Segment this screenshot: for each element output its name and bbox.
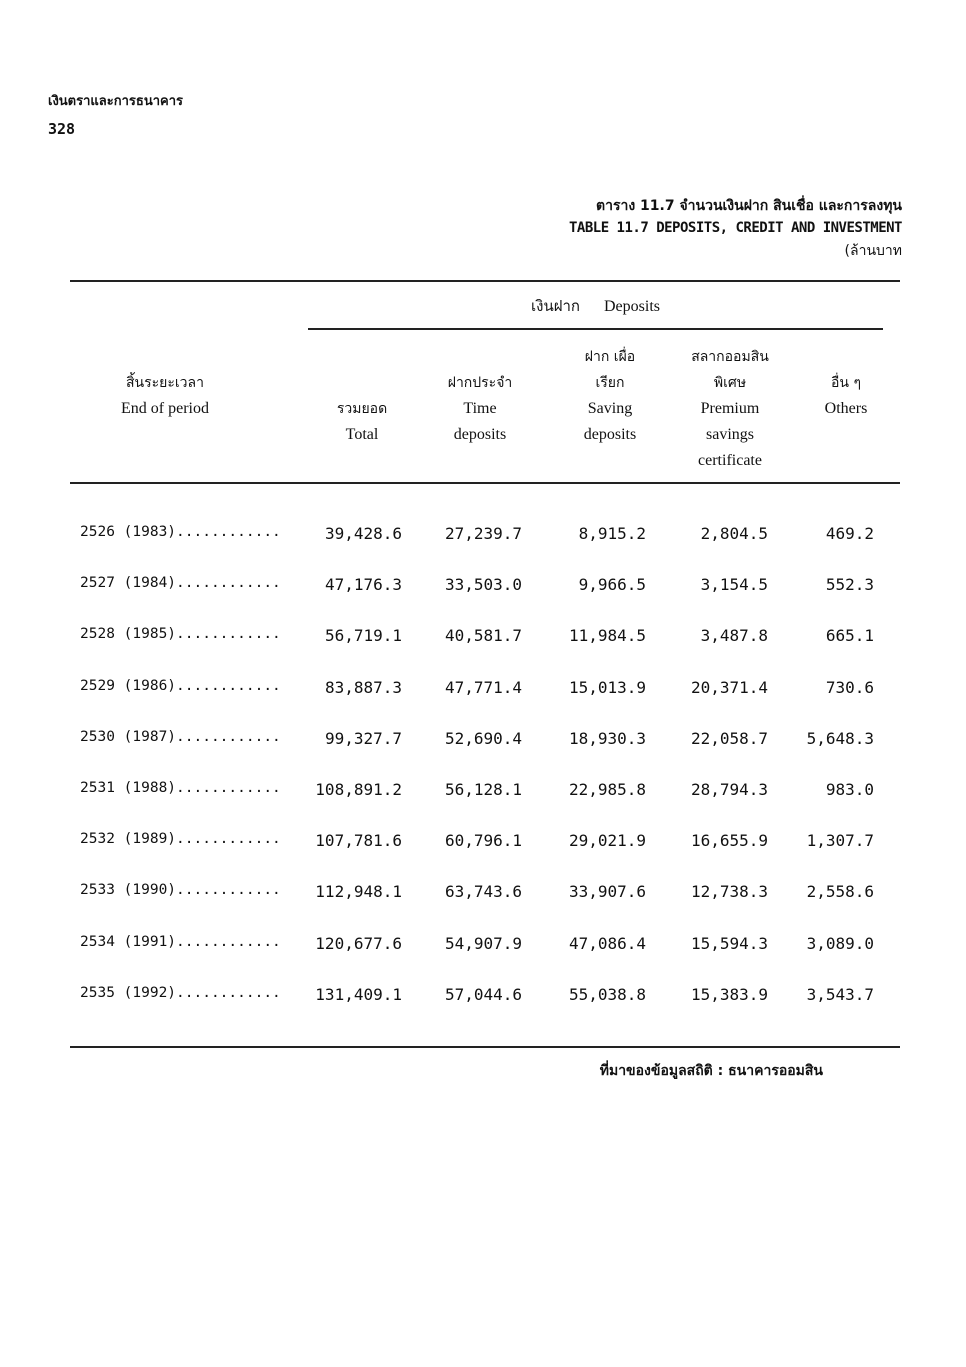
premium-savings-cell: 28,794.3 — [690, 780, 768, 799]
total-cell: 56,719.1 — [324, 626, 402, 645]
table-row — [0, 626, 966, 652]
table-row — [0, 882, 966, 908]
saving-deposits-cell: 8,915.2 — [578, 524, 646, 543]
column-header-english: deposits — [453, 426, 507, 443]
column-header-english: Others — [824, 400, 868, 417]
column-header-premium-savings — [670, 344, 790, 474]
column-header-total — [312, 396, 412, 448]
column-header-others — [800, 370, 892, 422]
column-header-thai: สลากออมสิน พิเศษ — [691, 349, 769, 391]
column-header-english: Total — [345, 426, 379, 443]
premium-savings-cell: 15,594.3 — [690, 934, 768, 953]
table-row — [0, 729, 966, 755]
table-title-english: TABLE 11.7 DEPOSITS, CREDIT AND INVESTMENT — [568, 220, 902, 236]
others-cell: 3,089.0 — [806, 934, 874, 953]
time-deposits-cell: 63,743.6 — [444, 882, 522, 901]
period-cell: 2531 (1988)............ — [80, 780, 281, 796]
table-row — [0, 985, 966, 1011]
time-deposits-cell: 33,503.0 — [444, 575, 522, 594]
column-header-thai: ฝาก เผื่อเรียก — [584, 349, 636, 391]
deposits-group-rule — [308, 328, 883, 330]
total-cell: 120,677.6 — [315, 934, 402, 953]
period-cell: 2528 (1985)............ — [80, 626, 281, 642]
period-cell: 2535 (1992)............ — [80, 985, 281, 1001]
others-cell: 552.3 — [825, 575, 874, 594]
column-header-saving-deposits — [560, 344, 660, 448]
running-header: เงินตราและการธนาคาร — [48, 94, 183, 109]
saving-deposits-cell: 29,021.9 — [568, 831, 646, 850]
total-cell: 99,327.7 — [324, 729, 402, 748]
time-deposits-cell: 27,239.7 — [444, 524, 522, 543]
others-cell: 1,307.7 — [806, 831, 874, 850]
column-header-english: savings — [706, 426, 754, 443]
page-number: 328 — [48, 120, 76, 138]
table-row — [0, 831, 966, 857]
others-cell: 3,543.7 — [806, 985, 874, 1004]
column-header-english: Time — [463, 400, 497, 417]
saving-deposits-cell: 55,038.8 — [568, 985, 646, 1004]
column-header-period — [90, 370, 240, 422]
total-cell: 131,409.1 — [315, 985, 402, 1004]
premium-savings-cell: 3,487.8 — [700, 626, 768, 645]
total-cell: 83,887.3 — [324, 678, 402, 697]
others-cell: 2,558.6 — [806, 882, 874, 901]
column-header-time-deposits — [430, 370, 530, 448]
period-cell: 2533 (1990)............ — [80, 882, 281, 898]
saving-deposits-cell: 22,985.8 — [568, 780, 646, 799]
table-title-thai: ตาราง 11.7 จำนวนเงินฝาก สินเชื่อ และการลงทุน — [595, 198, 902, 214]
saving-deposits-cell: 9,966.5 — [578, 575, 646, 594]
table-row — [0, 780, 966, 806]
deposits-group-thai: เงินฝาก — [531, 297, 580, 315]
column-header-english: Saving — [587, 400, 633, 417]
total-cell: 39,428.6 — [324, 524, 402, 543]
premium-savings-cell: 15,383.9 — [690, 985, 768, 1004]
premium-savings-cell: 16,655.9 — [690, 831, 768, 850]
premium-savings-cell: 2,804.5 — [700, 524, 768, 543]
table-top-rule — [70, 280, 900, 282]
period-cell: 2530 (1987)............ — [80, 729, 281, 745]
others-cell: 665.1 — [825, 626, 874, 645]
column-header-english: certificate — [698, 452, 762, 469]
time-deposits-cell: 47,771.4 — [444, 678, 522, 697]
period-cell: 2529 (1986)............ — [80, 678, 281, 694]
others-cell: 5,648.3 — [806, 729, 874, 748]
time-deposits-cell: 57,044.6 — [444, 985, 522, 1004]
saving-deposits-cell: 11,984.5 — [568, 626, 646, 645]
table-row — [0, 524, 966, 550]
time-deposits-cell: 56,128.1 — [444, 780, 522, 799]
table-header-rule — [70, 482, 900, 484]
total-cell: 108,891.2 — [315, 780, 402, 799]
time-deposits-cell: 52,690.4 — [444, 729, 522, 748]
column-header-thai: ฝากประจำ — [447, 375, 513, 391]
deposits-group-english: Deposits — [604, 298, 660, 315]
column-header-thai: สิ้นระยะเวลา — [126, 375, 204, 391]
premium-savings-cell: 3,154.5 — [700, 575, 768, 594]
source-note: ที่มาของข้อมูลสถิติ : ธนาคารออมสิน — [599, 1063, 823, 1079]
column-header-english: deposits — [583, 426, 637, 443]
table-bottom-rule — [70, 1046, 900, 1048]
period-cell: 2527 (1984)............ — [80, 575, 281, 591]
others-cell: 983.0 — [825, 780, 874, 799]
premium-savings-cell: 20,371.4 — [690, 678, 768, 697]
saving-deposits-cell: 15,013.9 — [568, 678, 646, 697]
column-header-english: End of period — [121, 400, 209, 417]
others-cell: 469.2 — [825, 524, 874, 543]
total-cell: 47,176.3 — [324, 575, 402, 594]
column-header-thai: อื่น ๆ — [831, 375, 861, 391]
period-cell: 2534 (1991)............ — [80, 934, 281, 950]
time-deposits-cell: 40,581.7 — [444, 626, 522, 645]
saving-deposits-cell: 33,907.6 — [568, 882, 646, 901]
table-row — [0, 575, 966, 601]
others-cell: 730.6 — [825, 678, 874, 697]
time-deposits-cell: 54,907.9 — [444, 934, 522, 953]
table-title-block — [569, 195, 902, 263]
period-cell: 2526 (1983)............ — [80, 524, 281, 540]
table-row — [0, 934, 966, 960]
saving-deposits-cell: 18,930.3 — [568, 729, 646, 748]
table-row — [0, 678, 966, 704]
premium-savings-cell: 12,738.3 — [690, 882, 768, 901]
period-cell: 2532 (1989)............ — [80, 831, 281, 847]
deposits-group-header — [308, 294, 883, 318]
saving-deposits-cell: 47,086.4 — [568, 934, 646, 953]
column-header-english: Premium — [700, 400, 760, 417]
total-cell: 107,781.6 — [315, 831, 402, 850]
time-deposits-cell: 60,796.1 — [444, 831, 522, 850]
premium-savings-cell: 22,058.7 — [690, 729, 768, 748]
column-header-thai: รวมยอด — [336, 401, 388, 417]
total-cell: 112,948.1 — [315, 882, 402, 901]
unit-label: (ล้านบาท — [844, 243, 902, 259]
